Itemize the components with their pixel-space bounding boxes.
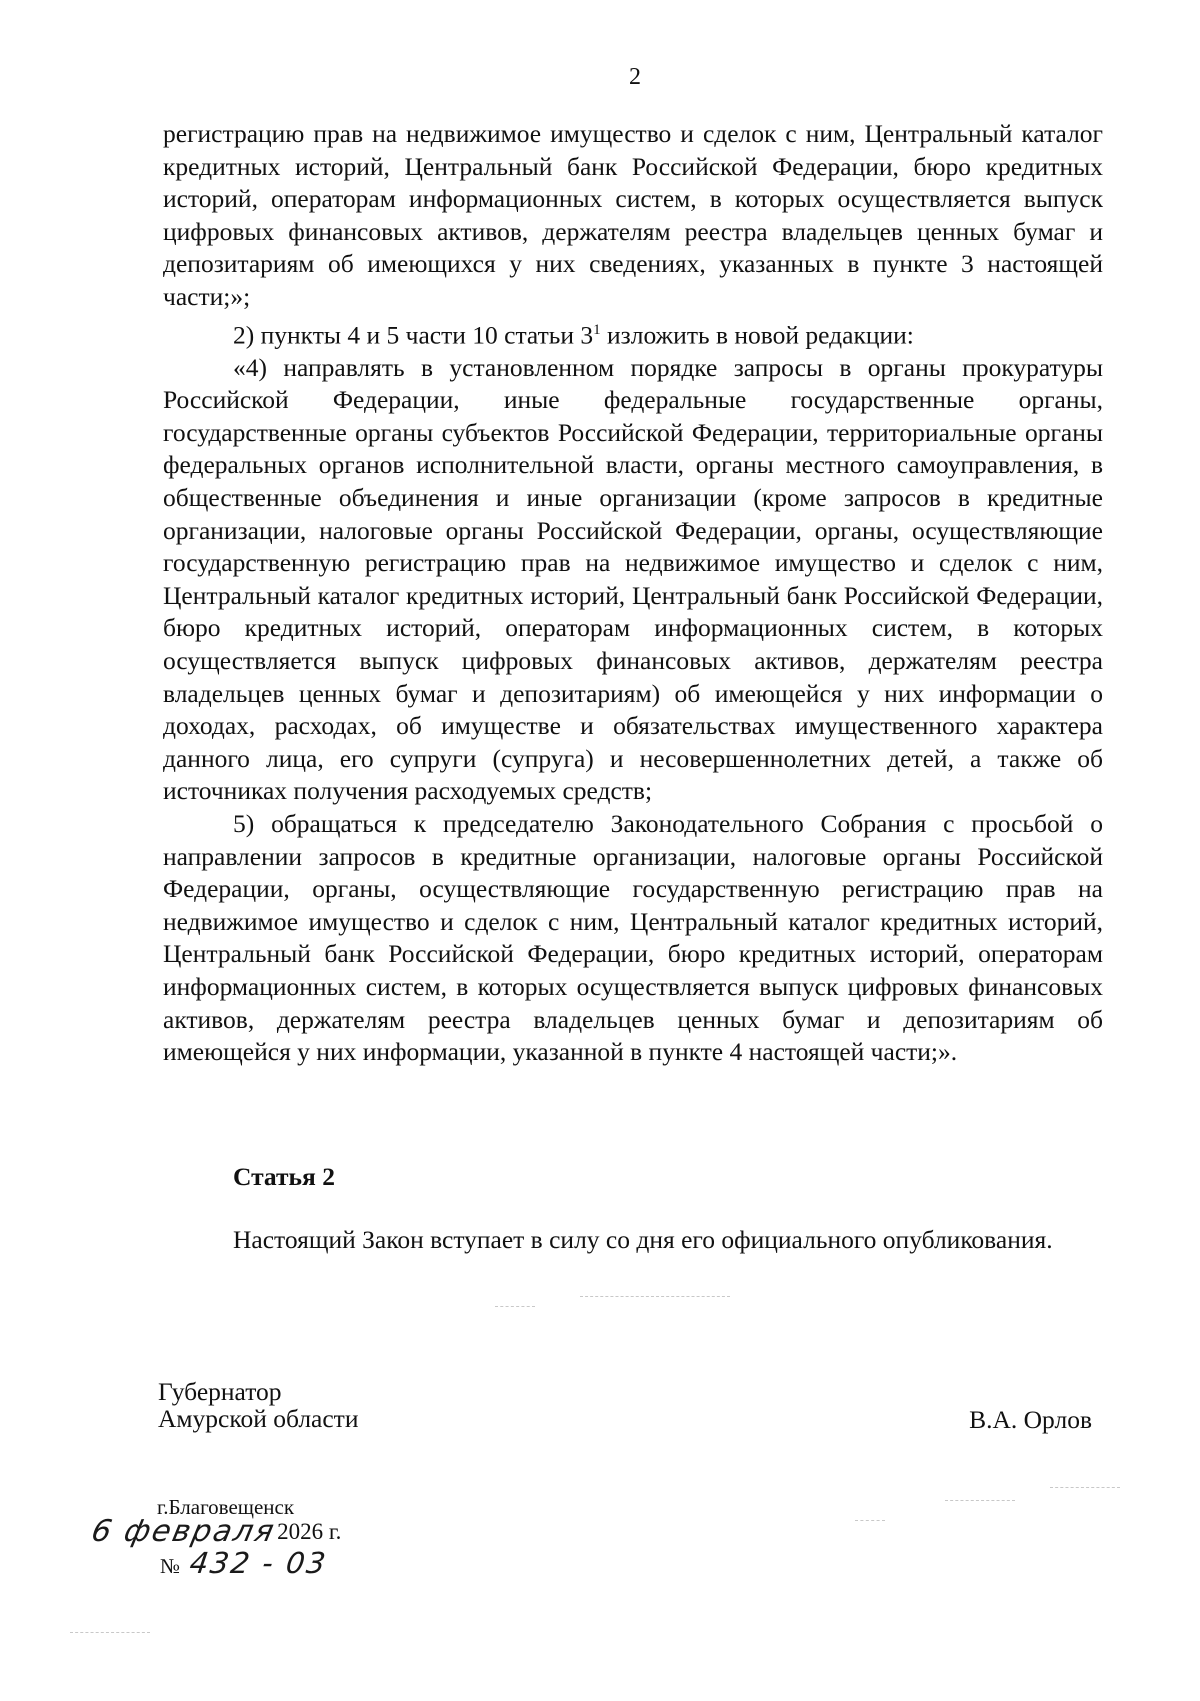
paragraph-item-2 bbox=[163, 314, 1103, 352]
article-heading: Статья 2 bbox=[233, 1162, 335, 1191]
scan-mark bbox=[855, 1520, 885, 1521]
number-sign: № bbox=[160, 1554, 181, 1578]
scan-mark bbox=[945, 1500, 1015, 1501]
scan-mark bbox=[495, 1306, 535, 1307]
scan-mark bbox=[580, 1296, 730, 1297]
place-of-signing: г.Благовещенск bbox=[157, 1495, 295, 1519]
year-suffix: 2026 г. bbox=[277, 1519, 342, 1544]
signature-name: В.А. Орлов bbox=[969, 1405, 1092, 1434]
signature-title-line-1: Губернатор bbox=[158, 1377, 282, 1406]
article-text: Настоящий Закон вступает в силу со дня его официального опубликования. bbox=[233, 1225, 1053, 1254]
handwritten-number: 432 - 03 bbox=[187, 1546, 330, 1580]
signature-title bbox=[158, 1378, 358, 1432]
scan-mark bbox=[1050, 1487, 1120, 1488]
document-number-line bbox=[160, 1546, 330, 1580]
handwritten-date: 6 февраля bbox=[88, 1514, 279, 1549]
item-2-text-after: изложить в новой редакции: bbox=[600, 320, 914, 350]
scan-mark bbox=[70, 1632, 150, 1633]
item-2-text-before: 2) пункты 4 и 5 части 10 статьи 3 bbox=[233, 320, 594, 350]
superscript-mark: 1 bbox=[593, 321, 601, 338]
paragraph-item-5: 5) обращаться к председателю Законодательного Собрания с просьбой о направлении запросов в кредитные организации, налоговые органы Российской Федерации, органы, осуществляющие государственную регистрацию прав на недвижимое имущество и сделок с ним, Центральный каталог кредитных историй, Центральный банк Российской Федерации, бюро кредитных историй, операторам информационных систем, в которых осуществляется выпуск цифровых финансовых активов, держателям реестра владельцев ценных бумаг и депозитариям об имеющейся у них информации, указанной в пункте 4 настоящей части;». bbox=[163, 808, 1103, 1067]
paragraph-item-4: «4) направлять в установленном порядке запросы в органы прокуратуры Российской Федерации, иные федеральные государственные органы, государственные органы субъектов Российской Федерации, территориальные органы федеральных органов исполнительной власти, органы местного самоуправления, в общественные объединения и иные организации (кроме запросов в кредитные организации, налоговые органы Российской Федерации, органы, осуществляющие государственную регистрацию прав на недвижимое имущество и сделок с ним, Центральный каталог кредитных историй, Центральный банк Российской Федерации, бюро кредитных историй, операторам информационных систем, в которых осуществляется выпуск цифровых финансовых активов, держателям реестра владельцев ценных бумаг и депозитариям) об имеющейся у них информации о доходах, расходах, об имуществе и обязательствах имущественного характера данного лица, его супруги (супруга) и несовершеннолетних детей, а также об источниках получения расходуемых средств; bbox=[163, 352, 1103, 806]
document-body bbox=[163, 118, 1103, 1069]
page-number: 2 bbox=[629, 64, 641, 90]
paragraph-continuation: регистрацию прав на недвижимое имущество и сделок с ним, Центральный каталог кредитных историй, Центральный банк Российской Федерации, бюро кредитных историй, операторам информационных систем, в которых осуществляется выпуск цифровых финансовых активов, держателям реестра владельцев ценных бумаг и депозитариям об имеющихся у них сведениях, указанных в пункте 3 настоящей части;»; bbox=[163, 119, 1103, 311]
signature-title-line-2: Амурской области bbox=[158, 1404, 359, 1433]
